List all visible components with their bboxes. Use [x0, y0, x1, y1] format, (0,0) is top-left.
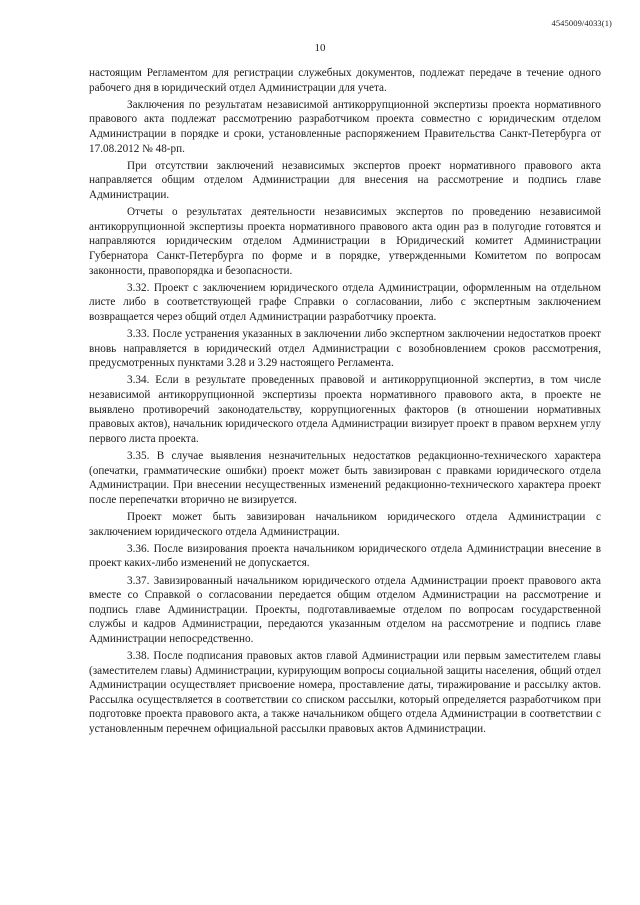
paragraph-no-expert-conclusions: При отсутствии заключений независимых экспертов проект нормативного правового акта направляется общим отделом Администрации для внесения на рассмотрение и подпись главе Администрации.: [89, 159, 601, 201]
paragraph-continuation: настоящим Регламентом для регистрации служебных документов, подлежат передаче в течение одного рабочего дня в юридический отдел Администрации для учета.: [89, 67, 601, 94]
paragraph-visa-with-conclusion: Проект может быть завизирован начальником юридического отдела Администрации с заключением юридического отдела Администрации.: [89, 510, 601, 538]
paragraph-3-38: 3.38. После подписания правовых актов главой Администрации или первым заместителем главы (заместителем главы) Администрации, курирующим вопросы социальной защиты населения, общий отдел Администрации осуществляет присвоение номера, проставление даты, тиражирование и рассылку актов. Рассылка осуществляется в соответствии со списком рассылки, который определяется разработчиком при подготовке проекта правового акта, а также начальником общего отдела Администрации в соответствии с установленным перечнем официальной рассылки правовых актов Администрации.: [89, 650, 601, 736]
paragraph-3-37: 3.37. Завизированный начальником юридического отдела Администрации проект правового акта вместе со Справкой о согласовании передается общим отделом Администрации на рассмотрение и подпись главе Администрации. Проекты, подготавливаемые отделом по вопросам государственной службы и кадров Администрации, передаются указанным отделом на рассмотрение и подпись главе Администрации непосредственно.: [89, 574, 601, 645]
paragraph-independent-expertise-conclusions: Заключения по результатам независимой антикоррупционной экспертизы проекта нормативного правового акта подлежат рассмотрению разработчиком проекта совместно с юридическим отделом Администрации в порядке и сроки, установленные распоряжением Правительства Санкт-Петербурга от 17.08.2012 № 48-рп.: [89, 98, 601, 155]
page-number: 10: [314, 42, 326, 54]
document-code: 4545009/4033(1): [551, 18, 612, 28]
paragraph-expert-reports: Отчеты о результатах деятельности независимых экспертов по проведению независимой антикоррупционной экспертизы проекта нормативного правового акта один раз в полугодие готовятся и направляются юридическим отделом Администрации в Юридический комитет Администрации Губернатора Санкт-Петербурга по форме и в порядке, утвержденными Комитетом по вопросам законности, правопорядка и безопасности.: [89, 206, 601, 277]
paragraph-3-34: 3.34. Если в результате проведенных правовой и антикоррупционной экспертиз, в том числе независимой антикоррупционной экспертизы проекта нормативного правового акта, в проекте не выявлено противоречий законодательству, коррупциогенных факторов (в отношении нормативных правовых актов), начальник юридического отдела Администрации визирует проект в правом верхнем углу первого листа проекта.: [89, 374, 601, 445]
paragraph-3-36: 3.36. После визирования проекта начальником юридического отдела Администрации внесение в проект каких-либо изменений не допускается.: [89, 542, 601, 570]
document-body: [89, 66, 601, 739]
paragraph-3-35: 3.35. В случае выявления незначительных недостатков редакционно-технического характера (опечатки, грамматические ошибки) проект может быть завизирован с правками юридического отдела Администрации. При внесении несущественных изменений редакционно-технического характера проект после перепечатки вторично не визируется.: [89, 450, 601, 506]
paragraph-3-32: 3.32. Проект с заключением юридического отдела Администрации, оформленным на отдельном листе либо в соответствующей графе Справки о согласовании, либо с экспертным заключением возвращается через общий отдел Администрации разработчику проекта.: [89, 281, 601, 323]
paragraph-3-33: 3.33. После устранения указанных в заключении либо экспертном заключении недостатков проект вновь направляется в юридический отдел Администрации с возобновлением сроков рассмотрения, предусмотренных пунктами 3.28 и 3.29 настоящего Регламента.: [89, 328, 601, 370]
